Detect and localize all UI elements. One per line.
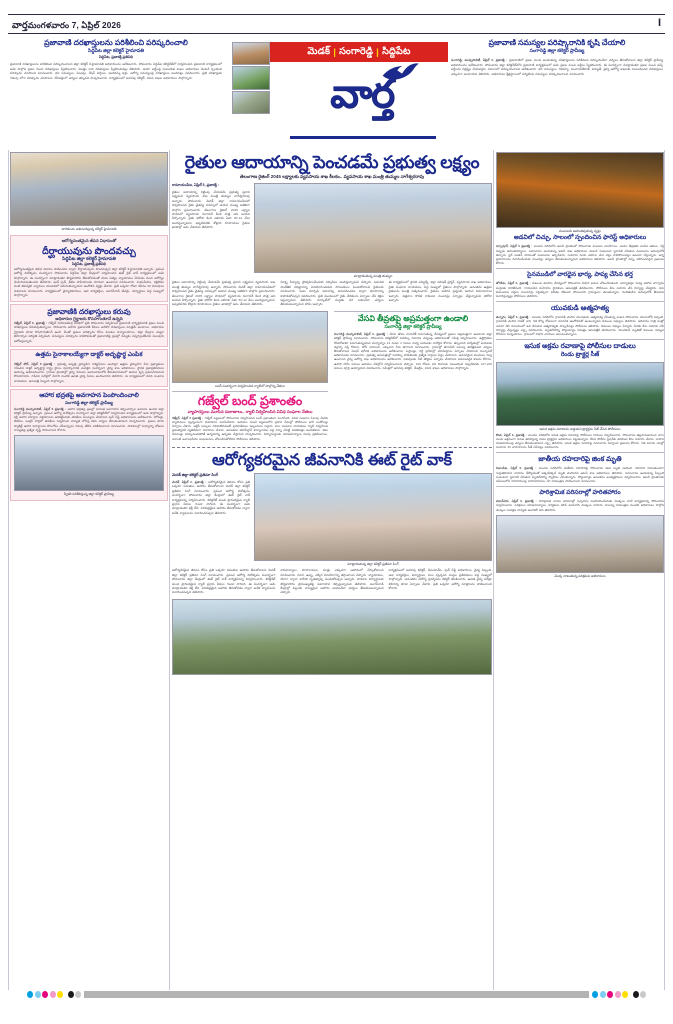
eatright-byline-body — [172, 480, 250, 515]
bandh-story — [172, 311, 328, 441]
eatright-body-col2: చిరుధాన్యాలు, కూరగాయలు, పండ్లు ఎక్కువగా ఆహారంలో చేర్చుకోవాలని సూచించారు. నూనె, ఉప్పు, చక్కెర వినియోగాన్ని తగ్గించాలని చెప్పారు. వ్యాయామం, యోగా ద్వారా శారీరక దృఢత్వాన్ని పెంచుకోవచ్చని అన్నారు. పాఠశాల విద్యార్థులకు పౌష్టికాహారం ప్రాముఖ్యతపై అవగాహన కల్పిస్తున్నామని తెలిపారు. అంగన్‌వాడీ కేంద్రాల్లో పిల్లలకు నాణ్యమైన ఆహారం అందించేలా చర్యలు తీసుకుంటున్నామని చెప్పారు. — [280, 568, 384, 595]
edition-bar — [270, 42, 448, 62]
sand-photo-caption: ఇసుక ఆక్రమ రవాణాను అడ్డుకుని ట్రాక్టర్లను సీజ్ చేసిన పోలీసులు — [539, 427, 621, 432]
rally-photo-caption: బంద్ సందర్భంగా నిర్వహించిన ర్యాలీలో పాల్గొన్న నేతలు — [215, 383, 285, 388]
edition-number: I — [657, 17, 661, 29]
left-story2-kicker: అధికారుల గైర్హాజరు కొనసాగుతూనే ఉన్నది — [55, 315, 123, 321]
summer-body-text: వేసవి తాపం నానాటికీ పెరుగుతున్న నేపథ్యంలో ప్రజలు అప్రమత్తంగా ఉండాలని జిల్లా కలెక్టర్ ప్రావీణ్య సూచించారు. సోమవారం కలెక్టరేట్‌లో వడదెబ్బ నివారణ చర్యలపై అధికారులతో సమీక్ష నిర్వహించారు. ఉష్ణోగ్రతలు రోజురోజుకూ పెరుగుతున్నందున మధ్యాహ్నం 12 నుంచి 4 గంటల మధ్య బయటకు రావొద్దని కోరారు. తప్పనిసరి పరిస్థితుల్లో బయటకు వెళ్లాల్సి వస్తే గొడుగు, టోపీ వాడాలని, ఎక్కువగా నీరు తాగాలని సూచించారు. గ్రామాల్లో తాగునీటి సమస్య తలెత్తకుండా చర్యలు తీసుకోవాలని మిషన్ భగీరథ అధికారులను ఆదేశించారు. బస్టాండ్లు, రద్దీ ప్రదేశాల్లో చలివేంద్రాలు ఏర్పాటు చేయాలని మున్సిపల్ అధికారులకు సూచించారు. ప్రభుత్వ ఆసుపత్రుల్లో వడదెబ్బ బాధితులకు ప్రత్యేక వార్డులు సిద్ధం చేయాలని, అవసరమైన మందులు నిల్వ ఉంచాలని వైద్య ఆరోగ్య శాఖ అధికారులను ఆదేశించారు. పశువులకు నీటి తొట్టెలు ఏర్పాటు చేయాలని పశుసంవర్ధక శాఖను కోరారు. ఉపాధి హామీ పనులు ఉదయం వేళల్లోనే నిర్వహించాలని చెప్పారు. 100 రోజుల పని దినాలకు సంబంధించి ఇప్పటివరకు 107-200 పనులు పూర్తి అయ్యాయని వివరించారు. సమీక్షలో అదనపు కలెక్టర్, డీఆర్డీఓ, వివిధ శాఖల అధికారులు పాల్గొన్నారు. — [334, 332, 492, 370]
photo-minister-speech — [254, 183, 492, 273]
bandh-body-text: గజ్వేల్ పట్టణంలో సోమవారం నిర్వహించిన బంద్ ప్రశాంతంగా ముగిసింది. వివిధ సంఘాల పిలుపు మేరకు వ్యాపారులు స్వచ్ఛందంగా దుకాణాలు మూసివేశారు. ఉదయం నుంచే పట్టణంలోని ప్రధాన వీధుల్లో పోలీసులు భారీ బందోబస్తు ఏర్పాటు చేశారు. ఆర్టీసీ బస్సులు నిలిచిపోవడంతో ప్రయాణికులు ఇబ్బందులు పడ్డారు. పలు సంఘాల నాయకులు ర్యాలీ నిర్వహించి ప్రభుత్వానికి వ్యతిరేకంగా నినాదాలు చేశారు. అనంతరం తహసీల్దార్ కార్యాలయం వద్ద ధర్నా చేపట్టి వినతిపత్రం అందజేశారు. తమ డిమాండ్లు పరిష్కరించకపోతే ఉద్యమాన్ని ఉధృతం చేస్తామని హెచ్చరించారు. విద్యాసంస్థలకు యాజమాన్యాలు సెలవు ప్రకటించాయి. ఎలాంటి అవాంఛనీయ సంఘటనలు చోటుచేసుకోలేదని పోలీసులు తెలిపారు. — [172, 415, 328, 441]
left-story1-subhead: సిద్దిపేట జిల్లా కలెక్టర్ హైమావతి — [62, 255, 116, 261]
edition-sangareddy: సంగారెడ్డి — [339, 45, 374, 57]
top-rule — [8, 14, 665, 15]
left-story3-body-text: ప్రభుత్వ ఆస్పత్రి వైద్యుడిగా విశిష్టసేవలు అందిస్తూ ఉత్తమ వైద్యుడిగా పేరు ప్రఖ్యాతులు గడించిన డాక్టర్ అదృష్టార్థ రాష్ట్ర స్థాయి పురస్కారానికి ఎంపికైన సందర్భంగా వైద్య శాఖ అధికారులు, స్థానిక ప్రజాప్రతినిధులు ఆయన్ను అభినందించారు. గ్రామీణ ప్రాంతాల్లో వైద్య సేవలను అందుబాటులోకి తీసుకురావడంలో ఆయన కృషి ప్రశంసనీయమని కొనియాడారు. గడిచిన పదేళ్లలో వేలాది మందికి ఉచిత వైద్య సేవలు అందించారని తెలిపారు. ఈ కార్యక్రమంలో వివిధ సంఘాల నాయకులు, ఆసుపత్రి సిబ్బంది పాల్గొన్నారు. — [14, 361, 165, 383]
left-story2-byline: గజ్వేల్, ఏప్రిల్ 6, ప్రజాశక్తి : — [14, 321, 48, 326]
top-left-subhead: సిద్దిపేట జిల్లా కలెక్టర్ హైమావతి — [87, 49, 145, 54]
reg-dot-black-2 — [633, 991, 639, 998]
plant-body-text: పారిశ్రామిక వాడల పరిసరాల్లో పచ్చదనం పెంపొందించేందుకు మొక్కలు నాటే కార్యక్రమాన్ని సోమవారం నిర్వహించారు. పరిశ్రమల యాజమాన్యాలు, కార్మికులు కలిసి వందలాది మొక్కలు నాటారు. కాలుష్య నియంత్రణ మండలి అధికారులు పాల్గొని మొక్కల సంరక్షణ బాధ్యత అందరిదీ అని తెలిపారు. — [496, 499, 664, 512]
column-rule-1 — [169, 150, 170, 990]
suicide-headline: యువకుడి ఆత్మహత్య — [551, 305, 609, 313]
top-left-byline: సిద్దిపేట, ప్రజాశక్తి ప్రతినిధి — [99, 55, 133, 60]
summer-headline: వేసవి తీవ్రతపై అప్రమత్తంగా ఉండాలి — [357, 313, 469, 323]
masthead-logo: వార్త — [330, 71, 394, 116]
suicide-body-text: మండల పరిధిలోని గ్రామానికి చెందిన యువకుడు ఆత్మహత్య చేసుకున్న ఘటన సోమవారం వెలుగులోకి వచ్చింది. గ్రామానికి చెందిన రాజేశ్ (24) గత కొన్ని రోజులుగా మానసిక ఆందోళనతో ఉంటున్నాడని కుటుంబ సభ్యులు తెలిపారు. ఆదివారం రాత్రి ఇంట్లో ఎవరూ లేని సమయంలో ఉరి వేసుకుని ఆత్మహత్యకు పాల్పడినట్లు పోలీసులు తెలిపారు. కుటుంబ సభ్యుల ఫిర్యాదు మేరకు కేసు నమోదు చేసి దర్యాప్తు చేస్తున్నట్లు ఎస్సై వివరించారు. మృతదేహాన్ని పోస్టుమార్టం నిమిత్తం ఆసుపత్రికి తరలించారు. యువకుడి మృతితో కుటుంబ సభ్యుల రోదనలు మిన్నంటాయి. గ్రామంలో విషాద ఛాయలు అలుముకున్నాయి. — [496, 315, 665, 337]
deer-body — [496, 466, 664, 483]
reg-dot-cyan-light — [35, 991, 41, 998]
photo-forest-fire — [496, 152, 664, 228]
page-rule-right — [664, 150, 665, 990]
reg-dot-yellow — [57, 991, 63, 998]
eatright-divider — [172, 447, 492, 448]
reg-dot-magenta-light — [50, 991, 56, 998]
eatright-subhead: మెదక్ జిల్లా కలెక్టర్ ప్రతిమా సింగ్ — [172, 472, 219, 477]
reg-dot-cyan-2 — [592, 991, 598, 998]
left-story3-body — [14, 362, 164, 383]
reg-dot-yellow-2 — [622, 991, 628, 998]
left-story-4 — [10, 389, 168, 502]
reg-dot-cyan — [27, 991, 33, 998]
masthead-underline — [290, 136, 436, 139]
registration-dots-right — [589, 991, 649, 998]
top-right-story — [451, 38, 663, 76]
top-right-body-text: ప్రజావాణిలో ప్రజల నుంచి అందుతున్న దరఖాస్తులను పరిశీలించి పరిష్కరించేలా చర్యలు తీసుకోవాలని జిల్లా కలెక్టర్ ప్రావీణ్య అధికారులను ఆదేశించారు. సోమవారం జిల్లా కలెక్టరేట్‌లోని ప్రజావాణి కార్యక్రమంలో ఆమె ప్రజల నుంచి అర్జీలు స్వీకరించారు. ఈ సందర్భంగా మాట్లాడుతూ ప్రజల నుంచి వచ్చే అర్జీలను నిర్లక్ష్యం చేయవద్దని, సకాలంలో పరిష్కరించాలని ఆదేశించారు. భూ సమస్యలు, రెవెన్యూ, పంచాయతీరాజ్, విద్యుత్, వైద్య ఆరోగ్య శాఖలకు సంబంధించిన దరఖాస్తులు ఎక్కువగా అందాయని తెలిపారు. అధికారులు క్షేత్రస్థాయిలో పర్యటించి సమస్యలు పరిష్కరించాలని సూచించారు. — [451, 58, 664, 76]
left-story1-body: ఆరోగ్యవంతమైన జీవన విధానం పాటించడం ద్వారా దీర్ఘాయువును పొందవచ్చని జిల్లా కలెక్టర్ కె.హైమావతి అన్నారు. ప్రపంచ ఆరోగ్య దినోత్సవం సందర్భంగా సోమవారం సిద్దిపేట జిల్లా కేంద్రంలో నిర్వహించిన ఈట్ రైట్ వాక్ కార్యక్రమంలో ఆమె పాల్గొన్నారు. ఈ సందర్భంగా మాట్లాడుతూ పౌష్టికాహారం తీసుకోవడంతో పాటు నిత్యం వ్యాయామం చేయడం వలన ఆరోగ్యం మెరుగుపడుతుందని తెలిపారు. జంక్ ఫుడ్, శీతల పానీయాలకు దూరంగా ఉండాలని సూచించారు. మధుమేహం, రక్తపోటు వంటి జీవనశైలి వ్యాధులు యువతలో పెరుగుతున్నాయని ఆందోళన వ్యక్తం చేశారు. ప్రతి ఒక్కరూ రోజూ కనీసం 30 నిమిషాలు నడవాలని సూచించారు. కార్యక్రమంలో వైద్యాధికారులు, ఆశా కార్యకర్తలు, అంగన్‌వాడీ టీచర్లు, విద్యార్థులు పెద్ద సంఖ్యలో పాల్గొన్నారు. — [14, 266, 164, 298]
sand-body — [496, 433, 664, 450]
deer-byline: నిజాంపేట, ఏప్రిల్ 6, ప్రజాశక్తి : — [496, 466, 537, 471]
edition-separator-1: | — [333, 46, 337, 58]
reg-dot-magenta — [42, 991, 48, 998]
masthead-photo-3 — [232, 91, 270, 114]
top-left-story — [10, 38, 222, 80]
edition-medak: మెడక్ — [307, 45, 331, 57]
left-story1-byline: సిద్దిపేట, ప్రజాశక్తి ప్రతినిధి — [72, 261, 106, 266]
top-right-byline: సంగారెడ్డి, మున్సిపాలిటీ, ఏప్రిల్ 6, ప్రజాశక్తి : — [451, 58, 508, 63]
center-column — [172, 152, 492, 675]
reg-dot-magenta-2 — [607, 991, 613, 998]
lead-byline: రామాయంపేట, ఏప్రిల్ 6, ప్రజాశక్తి : — [172, 183, 219, 187]
top-right-headline: ప్రజావాణి సమస్యల పరిష్కారానికి కృషి చేయాలి — [488, 38, 626, 47]
left-story1-headline: దీర్ఘాయువును పొందవచ్చు — [42, 244, 136, 256]
top-left-headline: ప్రజావాణి దరఖాస్తులను పరిశీలించి పరిష్కరించాలి — [44, 38, 188, 47]
eatright-photo-caption: మాట్లాడుతున్న జిల్లా కలెక్టర్ ప్రతిమా సింగ్ — [347, 561, 399, 566]
left-story4-body-text: ఆహార భద్రతపై ప్రజల్లో మరింత అవగాహన కల్పించాల్సిన అవసరం ఉందని జిల్లా కలెక్టర్ ప్రావీణ్య అన్నారు. ప్రపంచ ఆరోగ్య దినోత్సవం సందర్భంగా జిల్లా కలెక్టరేట్‌లో నిర్వహించిన కార్యక్రమంలో ఆమె పాల్గొన్నారు. కల్తీ ఆహార పదార్థాల విక్రయాలను అరికట్టేందుకు తనిఖీలు ముమ్మరం చేయాలని ఫుడ్ సేఫ్టీ అధికారులను ఆదేశించారు. హోటళ్లు, బేకరీలు, ఫంక్షన్ హాళ్లలో తనిఖీలు నిర్వహించి నాణ్యత లోపిస్తే కఠిన చర్యలు తీసుకుంటామని హెచ్చరించారు. ప్రజలు కూడా ప్యాకేజ్డ్ ఆహార పదార్థాలను కొనుగోలు చేసేటప్పుడు గడువు తేదీని పరిశీలించాలని సూచించారు. పాఠశాలల్లో మధ్యాహ్న భోజనం నాణ్యతపై ప్రత్యేక దృష్టి సారించాలని కోరారు. — [14, 406, 164, 432]
top-right-subhead: సంగారెడ్డి జిల్లా కలెక్టర్ ప్రావీణ్య — [529, 49, 585, 54]
summer-byline: సంగారెడ్డి మున్సిపాలిటీ, ఏప్రిల్ 6, ప్రజాశక్తి : — [334, 332, 388, 337]
sand-body-text: మండల పరిధిలోని ఇసుక అక్రమ రవాణాపై పోలీసులు దాడులు నిర్వహించారు. సోమవారం తెల్లవారుజామున వాగు నుంచి అక్రమంగా ఇసుక తరలిస్తున్న రెండు ట్రాక్టర్లను అధికారులు పట్టుకున్నారు. కొండ పోలీసు స్టేషన్‌కు తరలించి కేసు నమోదు చేశారు. వాహన యజమానులపై చర్యలు తీసుకుంటామని ఎస్సై తెలిపారు. ఇసుక అక్రమ రవాణాపై సమాచారం ఇవ్వాలని ప్రజలను కోరారు. గత మూడు నెలల్లో సుమారు 30 వాహనాలను సీజ్ చేసినట్లు వివరించారు. — [496, 432, 664, 450]
edition-siddipet: సిద్దిపేట — [382, 45, 411, 57]
lead-photo-caption: మాట్లాడుతున్న మంత్రి తుమ్మల — [353, 274, 393, 278]
plant-photo-caption: మొక్క నాటుతున్న పరిశ్రమల అధికారులు — [554, 573, 606, 578]
summer-subhead: సంగారెడ్డి జిల్లా కలెక్టర్ ప్రావీణ్య — [384, 323, 442, 330]
couple-byline: జోగిపేట, ఏప్రిల్ 6, ప్రజాశక్తి : — [496, 281, 531, 286]
photo-eatright-walk — [254, 473, 492, 561]
plant-headline: పారిశ్రామిక పరిసరాల్లో హరితహారం — [539, 489, 621, 497]
reg-dot-cyan-light-2 — [600, 991, 606, 998]
left-story1-kicker: ఆరోగ్యవంతమైన జీవన విధానంతో — [61, 238, 117, 244]
deer-headline: జాతీయ రహదారిపై జింక మృతి — [538, 456, 622, 464]
photo-left-bottom — [14, 435, 164, 491]
lead-strap: తెలంగాణ రైజింగ్ 2045 లక్ష్యాలకు వ్యవసాయ శాఖ కీలకం.. వ్యవసాయ శాఖ మంత్రి తుమ్మల నాగేశ్వరరావు — [239, 174, 425, 179]
eatright-byline: మెదక్, ఏప్రిల్ 6, ప్రజాశక్తి : — [172, 479, 207, 484]
edition-separator-2: | — [376, 46, 380, 58]
masthead-mark: వార్త — [12, 19, 28, 30]
bandh-body — [172, 416, 328, 441]
left-story2-headline: ప్రజావాణికి దరఖాస్తులు కరువు — [47, 306, 131, 316]
left-story4-body — [14, 407, 164, 432]
left-story2-body — [14, 321, 164, 343]
left-story4-headline: ఆహార భద్రతపై అవగాహన పెంపొందించాలి — [39, 391, 139, 399]
bandh-kicker: వ్యాపారస్తులు మూసిన దుకాణాలు.. ర్యాలీ నిర్వహించిన వివిధ సంఘాల నేతలు — [187, 409, 313, 415]
eatright-body-col1: ఆరోగ్యకరమైన జీవనం కోసం ప్రతి ఒక్కరూ సమతుల ఆహారం తీసుకోవాలని మెదక్ జిల్లా కలెక్టర్ ప్రతిమా సింగ్ సూచించారు. ప్రపంచ ఆరోగ్య దినోత్సవం సందర్భంగా సోమవారం జిల్లా కేంద్రంలో ఈట్ రైట్ వాక్ కార్యక్రమాన్ని నిర్వహించారు. కలెక్టరేట్ నుంచి ప్రారంభమైన ర్యాలీ ప్రధాన వీధుల గుండా సాగింది. ఈ సందర్భంగా ఆమె మాట్లాడుతూ కల్తీ లేని, పరిశుభ్రమైన ఆహారం తీసుకోవడం ద్వారా అనేక వ్యాధులను నివారించవచ్చని తెలిపారు. — [172, 479, 250, 515]
lead-body-col3: ఈ కార్యక్రమంలో స్థానిక ఎమ్మెల్యే, జిల్లా పరిషత్ చైర్మన్, వ్యవసాయ శాఖ అధికారులు, రైతు సంఘాల నాయకులు, పెద్ద సంఖ్యలో రైతులు పాల్గొన్నారు. అనంతరం ఉత్తమ రైతులను మంత్రి సత్కరించారు. రైతులు అడిగిన ప్రశ్నలకు ఆయన సమాధానాలు ఇచ్చారు. విత్తనాల కొరత రాకుండా ముందస్తు ఏర్పాట్లు చేస్తున్నామని భరోసా ఇచ్చారు. — [388, 280, 492, 303]
fire-body-text: మండల పరిధిలోని అటవీ ప్రాంతంలో సోమవారం మంటలు చెలరేగాయి. ఎండల తీవ్రతకు ఎండిన ఆకులు, గడ్డి నిప్పుకు ఆహుతయ్యాయి. సమాచారం అందుకున్న అటవీ శాఖ అధికారులు వెంటనే సంఘటనా స్థలానికి చేరుకుని మంటలను అదుపులోకి తెచ్చారు. ఫైర్ ఇంజిన్ సాయంతో మంటలను ఆర్పివేశారు. సుమారు రెండు ఎకరాల మేర చెట్లు కాలిపోయినట్లు అంచనా వేస్తున్నారు. అగ్ని ప్రమాదాలను నివారించేందుకు ముందస్తు చర్యలు తీసుకుంటున్నామని అధికారులు తెలిపారు. అటవీ ప్రాంతాల్లో నిప్పు వెలిగించవద్దని ప్రజలను కోరారు. — [496, 244, 664, 266]
fire-byline: నర్సాపూర్, ఏప్రిల్ 6 ప్రజాశక్తి : — [496, 244, 533, 249]
summer-body — [334, 332, 492, 370]
right-column — [496, 152, 664, 579]
left-story-2 — [10, 304, 168, 347]
reg-dot-magenta-light-2 — [615, 991, 621, 998]
deer-body-text: మండల పరిధిలోని జాతీయ రహదారిపై సోమవారం జింక మృతి చెందింది. రహదారి దాటుతుండగా గుర్తుతెలియని వాహనం ఢీకొట్టడంతో అక్కడికక్కడే మృతి చెందిందని అటవీ శాఖ అధికారులు తెలిపారు. సమాచారం అందుకున్న సిబ్బంది సంఘటనా స్థలానికి చేరుకుని మృతదేహాన్ని స్వాధీనం చేసుకున్నారు. పోస్టుమార్టం అనంతరం అంత్యక్రియలు నిర్వహించారు. అటవీ ప్రాంతాలకు సమీపంలోని రహదారులపై వాహనదారులు వేగ నియంత్రణ పాటించాలని సూచించారు. — [496, 466, 664, 484]
photo-seized-tractors — [496, 362, 664, 426]
registration-dots-left — [24, 991, 84, 998]
masthead-photo-strip — [232, 42, 270, 114]
page-rule-left — [8, 150, 9, 990]
left-story4-subhead: సంగారెడ్డి జిల్లా కలెక్టర్ ప్రావీణ్య — [65, 399, 113, 405]
left-photo-bottom-caption: స్వీకరి పరిశీలిస్తున్న జిల్లా కలెక్టర్ ప్రావీణ్య — [64, 491, 114, 496]
lead-body-col1: రైతుల ఆదాయాన్ని రెట్టింపు చేయడమే ప్రభుత్వ ప్రధాన లక్ష్యమని వ్యవసాయ శాఖ మంత్రి తుమ్మల నాగేశ్వరరావు అన్నారు. సోమవారం మెదక్ జిల్లా రామాయంపేటలో నిర్వహించిన రైతు చైతన్య సదస్సులో ఆయన ముఖ్య అతిథిగా పాల్గొని ప్రసంగించారు. తెలంగాణ రైజింగ్ 2045 లక్ష్యాల సాధనలో వ్యవసాయ రంగానిదే కీలక పాత్ర అని ఆయన పేర్కొన్నారు. రైతు భరోసా కింద ఎకరాకు ఏటా రూ.12 వేలు అందిస్తున్నామని, ఇప్పటివరకు కోట్లాది రూపాయలు రైతుల ఖాతాల్లో జమ చేశామని తెలిపారు. — [172, 190, 250, 230]
left-story-3 — [10, 349, 168, 387]
top-right-body — [451, 58, 663, 76]
plant-body — [496, 499, 664, 512]
masthead-photo-2 — [232, 66, 270, 89]
suicide-byline: జిన్నారం, ఏప్రిల్ 6, ప్రజాశక్తి : — [496, 315, 531, 320]
registration-bar — [24, 990, 649, 999]
lead-body-col1b: రైతుల ఆదాయాన్ని రెట్టింపు చేయడమే ప్రభుత్వ ప్రధాన లక్ష్యమని వ్యవసాయ శాఖ మంత్రి తుమ్మల నాగేశ్వరరావు అన్నారు. సోమవారం మెదక్ జిల్లా రామాయంపేటలో నిర్వహించిన రైతు చైతన్య సదస్సులో ఆయన ముఖ్య అతిథిగా పాల్గొని ప్రసంగించారు. తెలంగాణ రైజింగ్ 2045 లక్ష్యాల సాధనలో వ్యవసాయ రంగానిదే కీలక పాత్ర అని ఆయన పేర్కొన్నారు. రైతు భరోసా కింద ఎకరాకు ఏటా రూ.12 వేలు అందిస్తున్నామని, ఇప్పటివరకు కోట్లాది రూపాయలు రైతుల ఖాతాల్లో జమ చేశామని తెలిపారు. — [172, 280, 276, 307]
left-story3-headline: ఉత్తమ సైనాకాలయ్యేగా డాక్టర్ అదృష్టార్థ ఎంపిక — [35, 352, 143, 359]
suicide-body — [496, 315, 664, 336]
eatright-body-col3: కార్యక్రమంలో అదనపు కలెక్టర్, డీఎంహెచ్ఓ, ఫుడ్ సేఫ్టీ అధికారులు, వైద్య సిబ్బంది, ఆశా కార్యకర్తలు, విద్యార్థులు, పలు స్వచ్ఛంద సంస్థల ప్రతినిధులు పెద్ద సంఖ్యలో పాల్గొన్నారు. అనంతరం ఆరోగ్య ప్రదర్శనను కలెక్టర్ తిలకించారు. ఉచిత వైద్య పరీక్షల శిబిరాన్ని కూడా ఏర్పాటు చేశారు. ప్రతి ఒక్కరూ ఆరోగ్య సూత్రాలను పాటించాలని కోరారు. — [388, 568, 492, 590]
bandh-headline: గజ్వేల్ బంద్ ప్రశాంతం — [197, 394, 303, 409]
lead-headline: రైతుల ఆదాయాన్ని పెంచడమే ప్రభుత్వ లక్ష్యం — [184, 152, 480, 172]
reg-dot-black — [68, 991, 74, 998]
photo-bandh-rally — [172, 311, 328, 383]
dateline — [12, 19, 121, 33]
fire-body — [496, 244, 664, 265]
registration-grey-bar — [84, 991, 589, 998]
left-story-1 — [10, 235, 168, 301]
couple-headline: సైనముడిలో వారధైన భార్య, పాప్య చేసిన భర్త — [527, 271, 633, 279]
left-story2-body-text: గజ్వేల్ నియోజకవర్గ పరిధిలో ప్రతి సోమవారం నిర్వహించే ప్రజావాణి కార్యక్రమానికి ప్రజల నుంచి దరఖాస్తులు కరువవుతున్నాయి. సోమవారం జరిగిన ప్రజావాణికి కేవలం అరకొర దరఖాస్తులు మాత్రమే అందాయి. అధికారుల గైర్హాజరు కూడా కొనసాగుతూనే ఉంది. దీంతో ప్రజలు పరిష్కారం కోసం మండల కార్యాలయాలు, జిల్లా కేంద్రాల చుట్టూ తిరగాల్సిన పరిస్థితి ఏర్పడింది. సమస్యలు పరిష్కారం కాకపోవడంతో ప్రజావాణిపై ప్రజల్లో నమ్మకం సన్నగిల్లుతోందని పలువురు ఆరోపిస్తున్నారు. — [14, 321, 164, 343]
lead-body-col2: సూక్ష్మ సేద్యాన్ని ప్రోత్సహించేందుకు సబ్సిడీలు అందిస్తున్నామని చెప్పారు. ఆధునిక సాంకేతిక పరిజ్ఞానాన్ని వినియోగించుకుని దిగుబడులు పెంచుకోవాలని రైతులకు సూచించారు. పంట మార్పిడి విధానాన్ని అనుసరించడం ద్వారా భూసారాన్ని కాపాడుకోవచ్చని వివరించారు. ప్రతి మండలంలో రైతు వేదికలను ఏర్పాటు చేసి శిక్షణ ఇస్తున్నామని తెలిపారు. మార్కెట్‌లో మద్దతు ధర లభించేలా చర్యలు తీసుకుంటున్నామని హామీ ఇచ్చారు. — [280, 280, 384, 307]
reg-dot-grey — [75, 991, 81, 998]
couple-body — [496, 281, 664, 298]
bandh-byline: గజ్వేల్, ఏప్రిల్ 6 ప్రజాశక్తి : — [172, 415, 204, 420]
photo-center-bottom — [172, 599, 492, 675]
summer-story — [334, 311, 492, 441]
masthead-photo-1 — [232, 42, 270, 65]
photo-plantation — [496, 515, 664, 573]
reg-dot-grey-2 — [640, 991, 646, 998]
dateline-text: మంగళవారం 7, ఏప్రిల్ 2026 — [27, 21, 121, 30]
photo-collector-award — [10, 152, 168, 226]
sand-byline: కొండ, ఏప్రిల్ 6, ప్రజాశక్తి : — [496, 432, 527, 437]
eatright-headline: ఆరోగ్యకరమైన జీవనానికి ఈట్ రైట్ వాక్ — [211, 451, 453, 469]
top-left-body: ప్రజావాణి దరఖాస్తులను పరిశీలించి పరిష్కరించాలని జిల్లా కలెక్టర్ కె.హైమావతి అధికారులను ఆదేశించారు. సోమవారం సిద్ధిపేట కలెక్టరేట్‌లో నిర్వహించిన ప్రజావాణి కార్యక్రమంలో ఆమె పాల్గొని ప్రజల నుంచి దరఖాస్తులు స్వీకరించారు. మొత్తం 236 దరఖాస్తులు స్వీకరించినట్లు తెలిపారు. ఆయా అర్జీలపై సంబంధిత శాఖల అధికారులు వెంటనే స్పందించి పరిష్కారం చూపాలని సూచించారు. భూ సమస్యలు, పింఛన్లు, రేషన్ కార్డులు, ఇందిరమ్మ ఇళ్లు, ఆరోగ్య సమస్యలపై దరఖాస్తులు అందినట్లు వివరించారు. ప్రతి దరఖాస్తుకు గడువు లోగా పరిష్కారం చూపాలని, లేనిపక్షంలో చర్యలు తప్పవని హెచ్చరించారు. కార్యక్రమంలో అదనపు కలెక్టర్, వివిధ శాఖల అధికారులు పాల్గొన్నారు. — [10, 62, 222, 80]
left-photo1-caption: బాలికలను అభినందిస్తున్న కలెక్టర్ హైమావతి — [61, 227, 117, 231]
sand-subhead: రెండు ట్రాక్టర్ల సీజ్ — [560, 352, 600, 359]
fire-headline: అడవిలో చిచ్చు, సాలంలో స్పందించిన ఫారెస్ట్ అధికారులు — [513, 234, 647, 242]
header-rule — [8, 33, 665, 34]
fire-photo-caption: మంటలకు ఆహుతవుతున్న వృక్షం — [559, 229, 601, 233]
couple-body-text: కుటుంబ కలహాల నేపథ్యంలో సోమవారం విషాద ఘటన చోటుచేసుకుంది. భార్యాభర్తల మధ్య జరిగిన వాగ్వాదం ఘర్షణకు దారితీసింది. గాయపడిన మహిళను స్థానికులు ఆసుపత్రికి తరలించారు. పోలీసులు కేసు నమోదు చేసి దర్యాప్తు చేపట్టారు. ఇరు కుటుంబాల పెద్దలు పలుమార్లు సర్దిచెప్పినా ఫలితం లేకుండా పోయిందని గ్రామస్తులు చెబుతున్నారు. నిందితుడిని అదుపులోకి తీసుకుని విచారిస్తున్నట్లు పోలీసులు తెలిపారు. — [496, 281, 664, 299]
masthead — [232, 40, 448, 148]
column-rule-2 — [493, 150, 494, 990]
left-column — [10, 152, 168, 501]
eatright-body-col1b: ఆరోగ్యకరమైన జీవనం కోసం ప్రతి ఒక్కరూ సమతుల ఆహారం తీసుకోవాలని మెదక్ జిల్లా కలెక్టర్ ప్రతిమా సింగ్ సూచించారు. ప్రపంచ ఆరోగ్య దినోత్సవం సందర్భంగా సోమవారం జిల్లా కేంద్రంలో ఈట్ రైట్ వాక్ కార్యక్రమాన్ని నిర్వహించారు. కలెక్టరేట్ నుంచి ప్రారంభమైన ర్యాలీ ప్రధాన వీధుల గుండా సాగింది. ఈ సందర్భంగా ఆమె మాట్లాడుతూ కల్తీ లేని, పరిశుభ్రమైన ఆహారం తీసుకోవడం ద్వారా అనేక వ్యాధులను నివారించవచ్చని తెలిపారు. — [172, 568, 276, 595]
left-story4-byline: సంగారెడ్డి మున్సిపాలిటీ, ఏప్రిల్ 6 ప్రజాశక్తి : — [14, 406, 67, 411]
plant-byline: పటాన్‌చెరు, ఏప్రిల్ 6, ప్రజాశక్తి : — [496, 499, 537, 504]
left-story3-byline: గజ్వేల్ టౌన్, ఏప్రిల్ 6 ప్రజాశక్తి : — [14, 361, 56, 366]
sand-headline: ఇసుక అక్రమ రవాణాపై పోలీసుల దాడులు — [524, 343, 636, 351]
